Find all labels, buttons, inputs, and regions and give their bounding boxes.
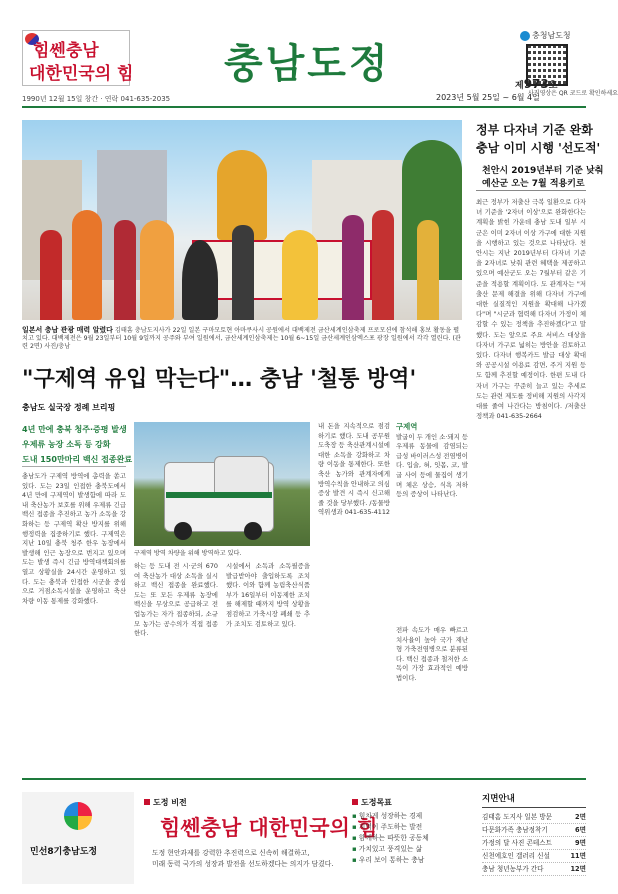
article-column-5-continued: 전파 속도가 매우 빠르고 치사율이 높아 국가 재난형 가축전염병으로 분류된다. 백신 접종과 철저한 소독이 가장 효과적인 예방법이다.: [396, 626, 468, 682]
goal-item: ▪ 우리 보이 통하는 충남: [352, 855, 462, 866]
vision-text-1: 도정 현안과제를 강력한 추진력으로 신속히 해결하고,: [152, 849, 310, 857]
article-column-4: 내 돈을 지속적으로 점검하기로 했다. 도내 공무원 도축장 등 축산관계시설에 대한 소독을 강화하고 차량 이동을 통제한다. 또한 축산 농가와 관계자에게 방역수칙을 안내하고 의심 증상 발견 시 즉시 신고해 줄 것을 당부했다. /동물방역위생과 041-635-4112: [318, 422, 391, 517]
toc-row[interactable]: 김태흠 도지사 일본 방문 2면: [482, 811, 586, 824]
province-logo: 충청남도청: [520, 30, 571, 41]
subheadline-divider: [22, 466, 126, 467]
table-of-contents: [482, 811, 586, 876]
right-headline-1[interactable]: 정부 다자녀 기준 완화: [476, 123, 593, 137]
vision-slogan: 힘쎈충남 대한민국의 힘: [160, 815, 378, 840]
minseon-label: 민선8기충남도정: [30, 847, 98, 857]
right-article-body: 최근 정부가 저출산 극복 일환으로 다자녀 기준을 '2자녀 이상'으로 완화한다는 계획을 밝힌 가운데 충남 도내 일부 시군은 이미 2자녀 이상 가구에 대한 지원을 시행하고 있는 것으로 나타났다. 천안시는 지난 2019년부터 다자녀 기준을 2자녀로 낮춰 관련 혜택을 제공하고 있으며 예산군도 오는 7월부터 같은 기준을 적용할 계획이다. 도 관계자는 "저출산 문제 해결을 위해 다자녀 가구에 대한 실질적인 지원을 확대해 나가겠다"며 "시군과 협력해 다자녀 가정이 체감할 수 있는 정책을 추진하겠다"고 말했다. 도는 앞으로 주요 서비스 대상을 다자녀 가구로 넓히는 방안을 검토하고 있다. 다자녀 행복카드 발급 대상 확대와 공공시설 이용료 감면, 주거 지원 등도 함께 추진할 예정이다. 한편 도내 다자녀 가구는 꾸준히 늘고 있는 추세로 도는 관련 제도를 정비해 지원의 사각지대를 줄여 나간다는 방침이다. /저출산정책과 041-635-2664: [476, 198, 586, 421]
main-photo: [22, 120, 462, 320]
goal-item: ▪ 힘차게 성장하는 경제: [352, 811, 462, 822]
slogan-line2: 대한민국의 힘: [29, 64, 134, 84]
slogan-line1: 힘쎈충남: [33, 41, 99, 61]
qr-caption: 사진영상은 QR 코드로 확인하세요: [528, 90, 618, 97]
right-divider: [476, 190, 586, 191]
article-subheadline-3: 도내 150만마리 백신 접종완료: [22, 455, 133, 464]
article-column-2: 하는 등 도내 전 시·군의 670여 축산농가 대상 소독을 실시하고 백신 접종을 완료했다. 도는 또 모든 우제류 농장에 백신을 무상으로 공급하고 전업농가는 자가 접종하되, 소규모 농가는 공수의가 직접 접종한다.: [134, 562, 218, 638]
bottom-divider: [22, 778, 586, 780]
article-subheadline-1: 4년 만에 충북 청주·증평 발생: [22, 425, 127, 434]
article-photo: [134, 422, 310, 546]
issue-number: 제973호: [515, 77, 558, 91]
vision-heading: 도정 비전: [144, 797, 187, 808]
article-photo-caption: 구제역 방역 차량을 위해 방역하고 있다.: [134, 550, 242, 557]
goal-list: [352, 811, 462, 866]
toc-row[interactable]: 신천에호인 갤러리 신설 11면: [482, 850, 586, 863]
established-info: 1990년 12월 15일 창간 · 연락 041-635-2035: [22, 95, 171, 103]
issue-date: 2023년 5월 25일 ~ 6월 4일: [436, 93, 540, 102]
main-headline[interactable]: "구제역 유입 막는다"… 충남 '철통 방역': [22, 367, 417, 392]
article-column-3: 시설에서 소독과 소독필증을 발급받아야 출입하도록 조치했다. 이와 함께 농림축산식품부가 16일부터 이동제한 조치를 해제할 때까지 방역 상황을 점검하고 가축시장 폐쇄 등 추가 조치도 검토하고 있다.: [226, 562, 310, 628]
newspaper-title: 충남도정: [224, 40, 391, 87]
vision-text-2: 미래 동력 국가의 성장과 발전을 선도하겠다는 의지가 담겼다.: [152, 860, 334, 868]
minseon-emblem-icon: [64, 802, 92, 830]
article-section-label: 충남도 실국장 정례 브리핑: [22, 403, 116, 412]
goal-heading: 도정목표: [352, 797, 392, 808]
right-headline-2[interactable]: 충남 이미 시행 '선도적': [476, 141, 601, 155]
goal-item: ▪ 지역이 주도하는 발전: [352, 822, 462, 833]
article-column-5: 구제역 발굽이 두 개인 소·돼지 등 우제류 동물에 감염되는 급성 바이러스성 전염병이다. 입술, 혀, 잇몸, 코, 발굽 사이 등에 물집이 생기며 체온 상승, 식욕 저하 등의 증상이 나타난다.: [396, 422, 468, 499]
right-subheadline-1: 천안시 2019년부터 기준 낮춰: [482, 166, 604, 176]
article-column-1: 충남도가 구제역 방역에 총력을 쏟고 있다. 도는 23일 인접한 충북도에서 4년 만에 구제역이 발생함에 따라 도내 축산농가 보호를 위해 우제류 긴급 백신 접종을 추진하고 농가 소독을 강화하는 등 구제역 확산 방지를 위해 행정력을 집중하기로 했다. 구제역은 지난 10일 충북 청주 한우 농장에서 발생해 인근 농장으로 번지고 있으며 도는 발생 즉시 긴급 방역대책회의를 열고 상황실을 24시간 운영하고 있다. 도는 충북과 인접한 시군을 중심으로 거점소독시설을 운영하고 축산차량 이동 통제를 강화했다.: [22, 472, 126, 605]
photo-caption: 일본서 충남 관광 매력 알렸다 김태흠 충남도지사가 22일 일본 구마모토현 아마쿠사시 공원에서 대백제전 금산세계인삼축제 프로모션에 참석해 홍보 활동을 펼치고 있다. 대백제전은 9월 23일부터 10월 9일까지 공주와 부여 일원에서, 금산세계인삼축제는 10월 6~15일 금산세계인삼엑스포 광장 일원에서 각각 열린다. (관련 2면) 사진/충남: [22, 326, 461, 350]
masthead-divider: [22, 106, 586, 108]
province-emblem-icon: [520, 31, 530, 41]
minseon-logo-box: [22, 792, 134, 884]
toc-heading: 지면안내: [482, 792, 586, 808]
right-subheadline-2: 예산군 오는 7월 적용키로: [482, 179, 585, 189]
toc-row[interactable]: 가정의 달 사진 콘테스트 9면: [482, 837, 586, 850]
goal-item: ▪ 함께하는 따뜻한 공동체: [352, 833, 462, 844]
glossary-subhead: 구제역: [396, 422, 418, 431]
toc-row[interactable]: 충남 청년농부가 간다 12면: [482, 863, 586, 876]
slogan-logo: [22, 30, 134, 86]
toc-row[interactable]: 다문화가족 충남정착기 6면: [482, 824, 586, 837]
goal-item: ▪ 가치있고 풍격있는 삶: [352, 844, 462, 855]
article-subheadline-2: 우제류 농장 소독 등 강화: [22, 440, 111, 449]
